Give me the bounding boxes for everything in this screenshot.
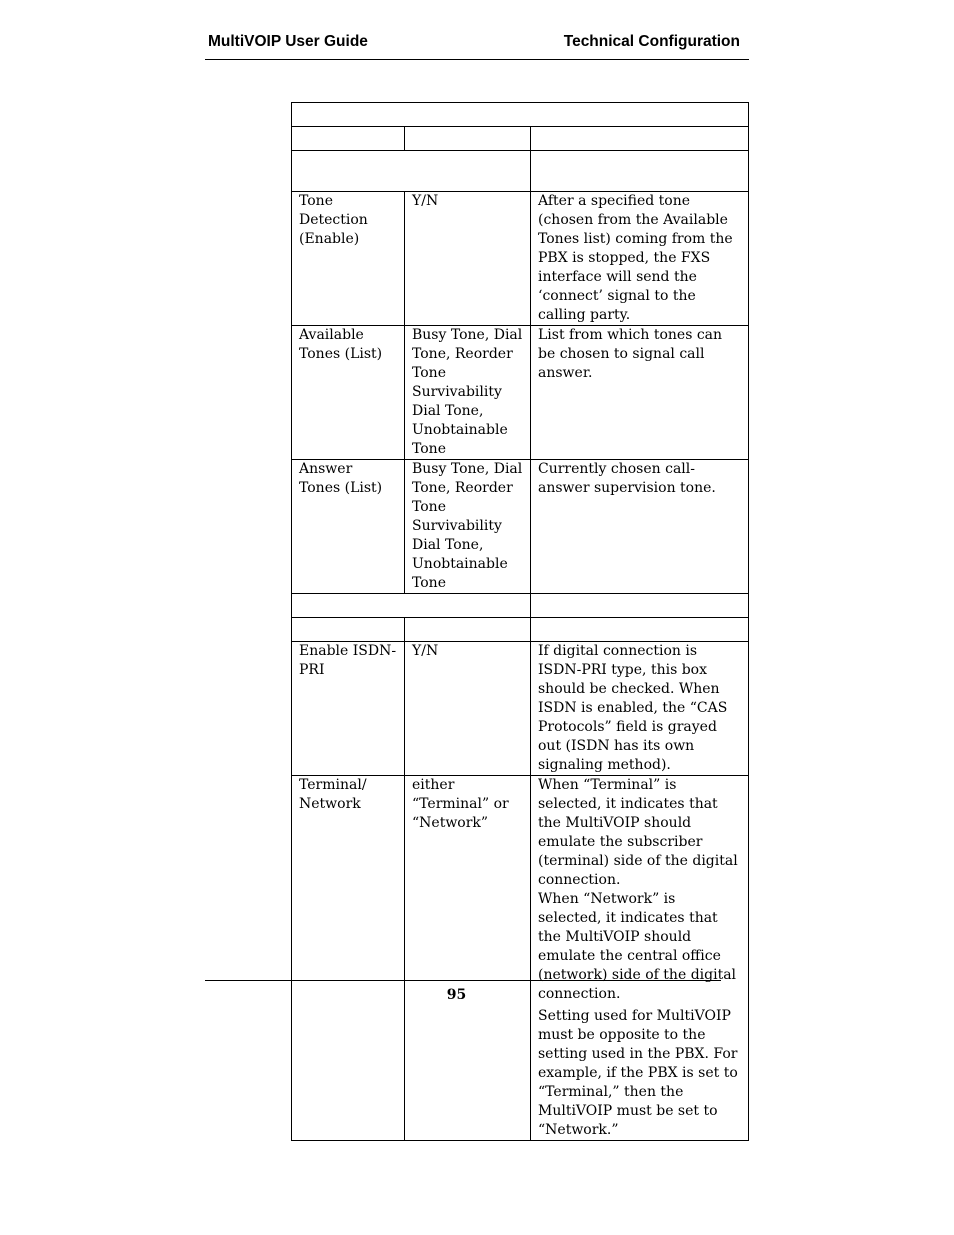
footer-rule [205,980,721,981]
column-header-field [292,127,405,151]
table-title-row [292,103,749,127]
field-values: either “Terminal” or “Network” [405,776,531,1141]
description-paragraph: When “Network” is selected, it indicates that the MultiVOIP should emulate the central office (network) side of the digital connection. [538,891,737,1002]
field-description: List from which tones can be chosen to signal call answer. [531,326,749,460]
header-section-title: Technical Configuration [563,33,740,50]
section-label-cell [292,594,531,618]
header-rule [205,59,749,60]
header-guide-title: MultiVOIP User Guide [208,33,368,50]
column-header-values [405,127,531,151]
field-values: Busy Tone, Dial Tone, Reorder Tone Survivability Dial Tone, Unobtainable Tone [405,326,531,460]
field-name: Terminal/ Network [292,776,405,1141]
field-name: Answer Tones (List) [292,460,405,594]
table-title-cell [292,103,749,127]
field-values: Y/N [405,192,531,326]
group-label-cell [292,151,531,192]
table-row [292,776,749,1141]
field-description: Currently chosen call-answer supervision tone. [531,460,749,594]
table-row [292,326,749,460]
group-desc-cell [531,151,749,192]
config-table [291,102,749,1141]
column-header-values [405,618,531,642]
field-description: After a specified tone (chosen from the Available Tones list) coming from the PBX is stopped, the FXS interface will send the ‘connect’ signal to the calling party. [531,192,749,326]
field-name: Enable ISDN-PRI [292,642,405,776]
field-values: Busy Tone, Dial Tone, Reorder Tone Survivability Dial Tone, Unobtainable Tone [405,460,531,594]
column-header-description [531,127,749,151]
table-section-row [292,594,749,618]
table-group-row [292,151,749,192]
description-paragraph: When “Terminal” is selected, it indicates that the MultiVOIP should emulate the subscriber (terminal) side of the digital connection. [538,777,738,888]
field-description: If digital connection is ISDN-PRI type, this box should be checked. When ISDN is enabled, the “CAS Protocols” field is grayed out (ISDN has its own signaling method). [531,642,749,776]
table-row [292,642,749,776]
field-values: Y/N [405,642,531,776]
field-name: Tone Detection (Enable) [292,192,405,326]
field-description [531,776,749,1141]
column-header-description [531,618,749,642]
section-desc-cell [531,594,749,618]
table-row [292,192,749,326]
table-column-header-row [292,127,749,151]
page-number: 95 [446,987,467,1003]
table-row [292,460,749,594]
field-name: Available Tones (List) [292,326,405,460]
column-header-field [292,618,405,642]
table-column-header-row [292,618,749,642]
description-paragraph: Setting used for MultiVOIP must be opposite to the setting used in the PBX. For example, if the PBX is set to “Terminal,” then the MultiVOIP must be set to “Network.” [538,1008,738,1138]
